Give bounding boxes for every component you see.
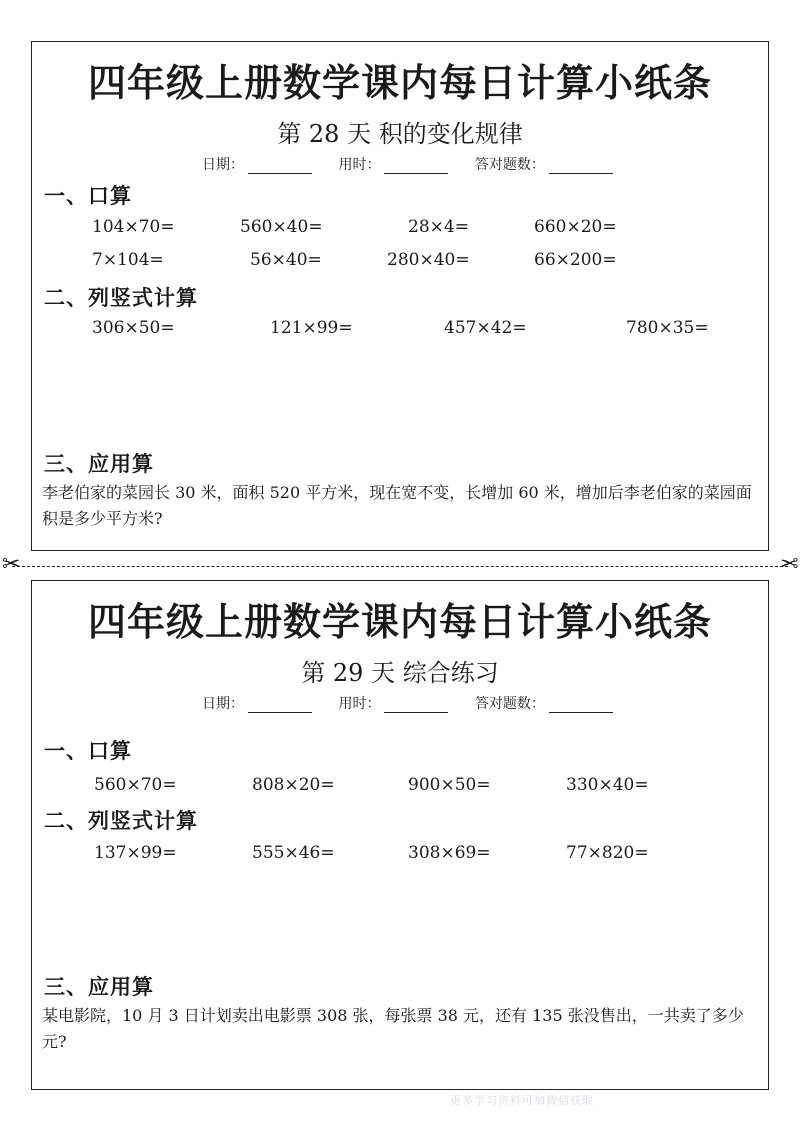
section-heading-oral: 一、口算: [44, 184, 132, 208]
worksheet-title: 四年级上册数学课内每日计算小纸条: [87, 61, 712, 105]
worksheet-subtitle: 第 28 天 积的变化规律: [277, 120, 523, 148]
correct-count-label: 答对题数：: [474, 157, 545, 173]
problem: 330×40=: [566, 775, 649, 795]
date-label: 日期：: [202, 157, 244, 173]
worksheet-subtitle: 第 29 天 综合练习: [301, 659, 499, 687]
time-blank[interactable]: [384, 159, 448, 174]
cut-line: [12, 566, 788, 567]
problem: 560×70=: [94, 775, 177, 795]
correct-count-blank[interactable]: [549, 698, 613, 713]
problem: 77×820=: [566, 843, 649, 863]
problem: 555×46=: [252, 843, 335, 863]
section-heading-word-problem: 三、应用算: [44, 452, 154, 476]
problem: 121×99=: [270, 318, 353, 338]
problem: 780×35=: [626, 318, 709, 338]
scissors-icon: ✂: [2, 552, 21, 577]
section-heading-vertical: 二、列竖式计算: [44, 809, 198, 833]
problem: 280×40=: [387, 250, 470, 270]
worksheet-day-29: [31, 580, 769, 1090]
worksheet-title: 四年级上册数学课内每日计算小纸条: [87, 600, 712, 644]
correct-count-blank[interactable]: [549, 159, 613, 174]
problem: 137×99=: [94, 843, 177, 863]
problem: 306×50=: [92, 318, 175, 338]
correct-count-label: 答对题数：: [474, 696, 545, 712]
time-label: 用时：: [338, 696, 381, 712]
problem: 66×200=: [534, 250, 617, 270]
meta-row: [202, 693, 635, 713]
problem: 457×42=: [444, 318, 527, 338]
date-blank[interactable]: [248, 698, 312, 713]
problem: 28×4=: [408, 217, 469, 237]
section-heading-oral: 一、口算: [44, 739, 132, 763]
time-label: 用时：: [338, 157, 381, 173]
section-heading-word-problem: 三、应用算: [44, 975, 154, 999]
problem: 900×50=: [408, 775, 491, 795]
problem: 660×20=: [534, 217, 617, 237]
time-blank[interactable]: [384, 698, 448, 713]
worksheet-day-28: [31, 41, 769, 551]
date-blank[interactable]: [248, 159, 312, 174]
watermark: 更多学习资料可加微信获取: [450, 1094, 594, 1107]
word-problem-text: 李老伯家的菜园长 30 米，面积 520 平方米，现在宽不变，长增加 60 米，增加后李老伯家的菜园面积是多少平方米?: [42, 483, 752, 528]
scissors-icon: ✂: [779, 552, 798, 577]
problem: 308×69=: [408, 843, 491, 863]
date-label: 日期：: [202, 696, 244, 712]
problem: 104×70=: [92, 217, 175, 237]
word-problem-text: 某电影院，10 月 3 日计划卖出电影票 308 张，每张票 38 元，还有 135 张没售出，一共卖了多少元?: [42, 1006, 744, 1051]
problem: 808×20=: [252, 775, 335, 795]
section-heading-vertical: 二、列竖式计算: [44, 286, 198, 310]
meta-row: [202, 154, 635, 174]
problem: 56×40=: [250, 250, 322, 270]
problem: 560×40=: [240, 217, 323, 237]
problem: 7×104=: [92, 250, 164, 270]
